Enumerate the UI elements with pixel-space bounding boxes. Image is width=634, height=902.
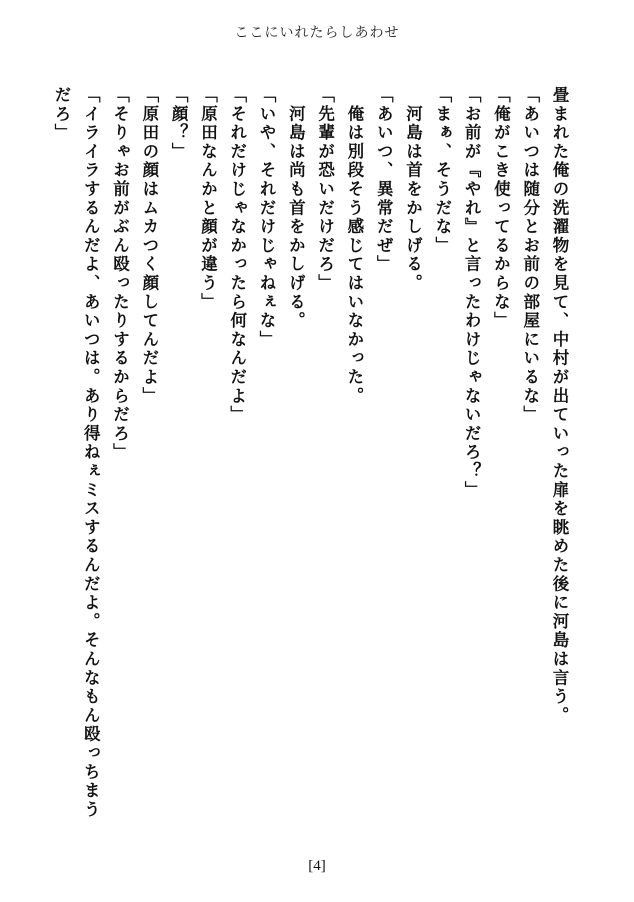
text-line: 河島は尚も首をかしげる。	[286, 86, 306, 331]
text-line: 「そりゃお前がぶん殴ったりするからだろ」	[110, 86, 130, 462]
page-number: [4]	[308, 858, 326, 874]
text-line: 河島は首をかしげる。	[403, 86, 423, 293]
text-line: 「まぁ、そうだな」	[432, 86, 452, 256]
text-line: 「あいつ、異常だぜ」	[374, 86, 394, 274]
text-line: 「あいつは随分とお前の部屋にいるな」	[520, 86, 540, 425]
text-line: 「イライラするんだよ、あいつは。あり得ねぇミスするんだよ。そんなもん殴っちまうだろ」	[51, 86, 101, 820]
text-line: 俺は別段そう感じてはいなかった。	[344, 86, 364, 406]
text-line: 「いや、それだけじゃねぇな」	[257, 86, 277, 350]
text-line: 「原田の顔はムカつく顔してんだよ」	[139, 86, 159, 406]
running-title: ここにいれたらしあわせ	[234, 25, 400, 41]
text-line: 「それだけじゃなかったら何なんだよ」	[227, 86, 247, 425]
text-line: 「俺がこき使ってるからな」	[491, 86, 511, 331]
text-line: 「先輩が恐いだけだろ」	[315, 86, 335, 293]
text-line: 「お前が『やれ』と言ったわけじゃないだろ？」	[462, 86, 482, 500]
text-line: 畳まれた俺の洗濯物を見て、中村が出ていった扉を眺めた後に河島は言う。	[550, 86, 569, 726]
vertical-body-text	[44, 86, 574, 836]
text-line: 「原田なんかと顔が違う」	[198, 86, 218, 312]
text-line: 「顔？」	[169, 86, 189, 162]
